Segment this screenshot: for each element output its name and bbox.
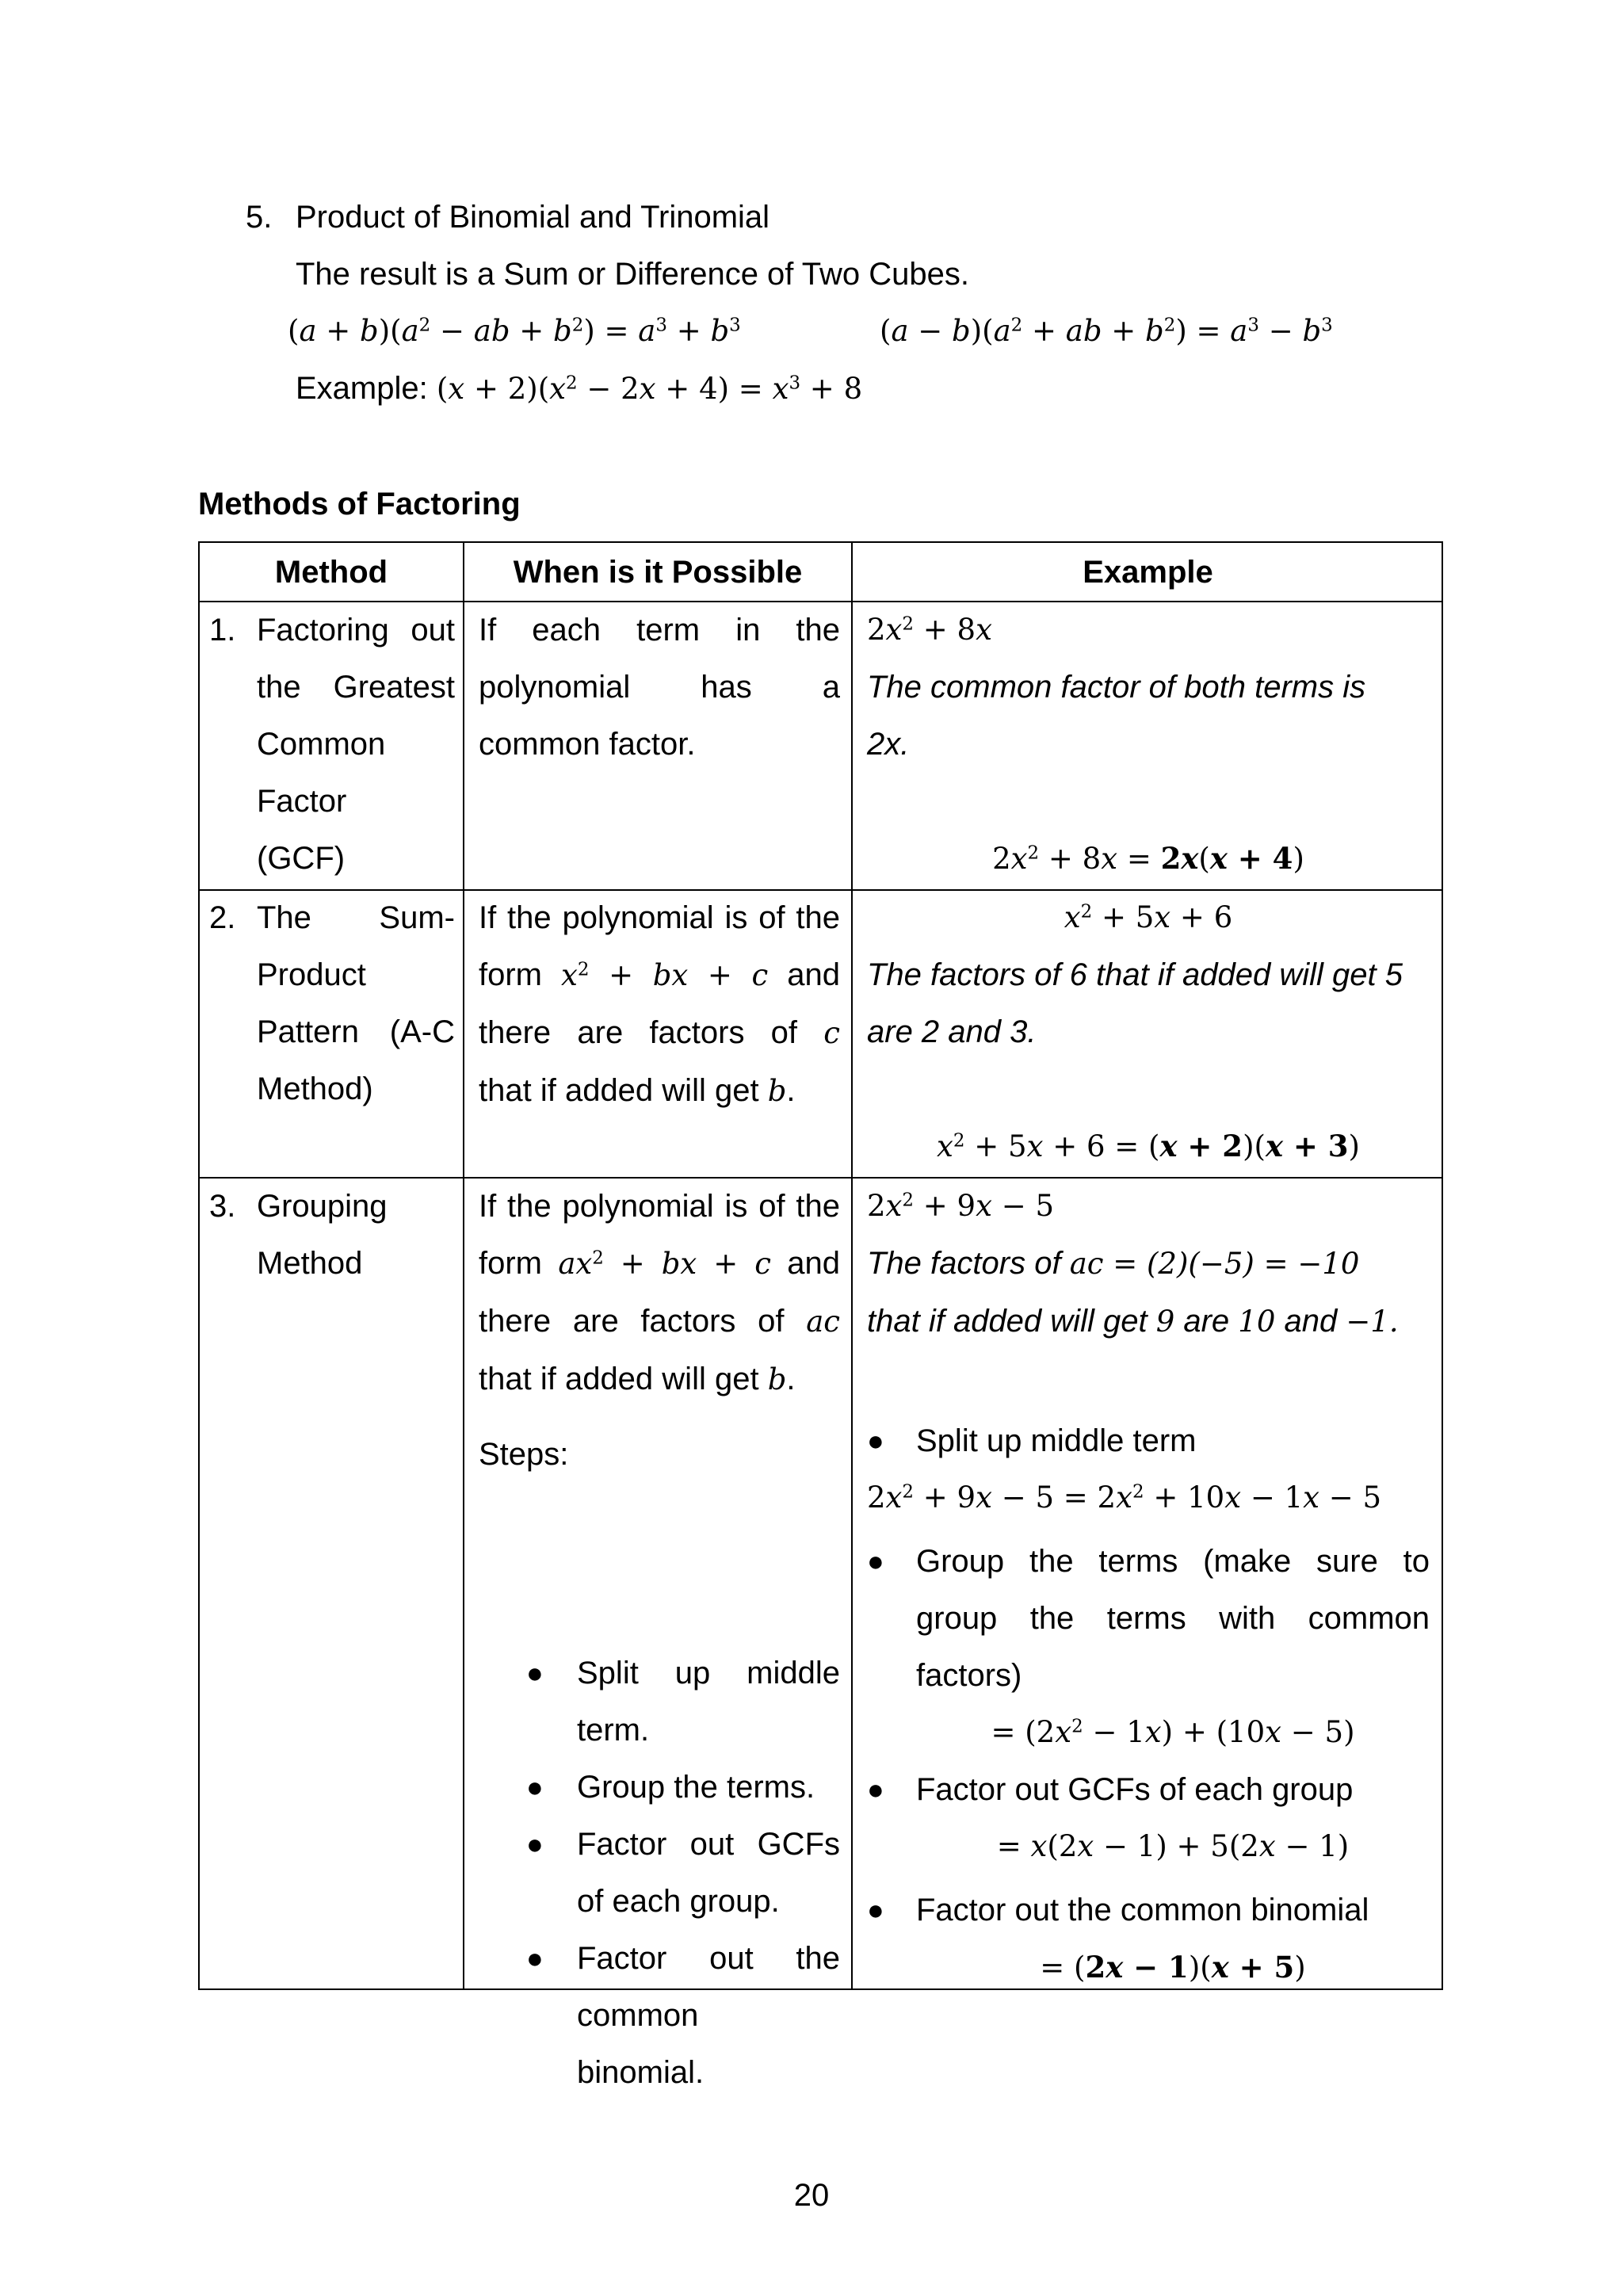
bullet-icon: ● bbox=[526, 1771, 544, 1803]
method-name: Grouping Method bbox=[257, 1189, 388, 1281]
page-number: 20 bbox=[793, 2178, 830, 2213]
step-item: Factor out GCFs bbox=[577, 1827, 840, 1862]
bullet-icon: ● bbox=[526, 1828, 544, 1860]
column-divider bbox=[463, 543, 464, 1988]
list-number: 5. bbox=[246, 200, 273, 235]
bullet-icon: ● bbox=[867, 1893, 884, 1926]
bullet-icon: ● bbox=[867, 1545, 884, 1577]
section-description: The result is a Sum or Difference of Two Cubes. bbox=[296, 257, 970, 292]
example: $x^2 + 5x + 6$ The factors of 6 that if added will get 5 are 2 and 3. $x^2 + 5x + 6 = (x + 2)(x + 3)$ bbox=[867, 900, 1403, 1163]
when-possible: If the polynomial is of the form $x^2$ + bx + c and there are factors of c that if added will get b. bbox=[479, 900, 840, 1108]
row-number: 2. bbox=[209, 900, 236, 935]
header-method: Method bbox=[274, 555, 388, 590]
example-label: Example: bbox=[296, 371, 428, 406]
section-title: Product of Binomial and Trinomial bbox=[296, 200, 770, 235]
methods-heading: Methods of Factoring bbox=[198, 487, 521, 521]
bullet-icon: ● bbox=[526, 1656, 544, 1689]
sum-of-cubes-formula: $(a + b)(a^2$ − ab + $b^2) = a^3 + b^3$ bbox=[288, 314, 741, 348]
step-item: Group the terms. bbox=[577, 1770, 815, 1805]
header-when: When is it Possible bbox=[513, 555, 803, 590]
difference-of-cubes-formula: $(a - b)(a^2$ + ab + $b^2) = a^3 - b^3$ bbox=[880, 314, 1333, 348]
column-divider bbox=[851, 543, 853, 1988]
when-possible: If each term in the polynomial has a common factor. bbox=[479, 613, 840, 762]
step-item: Split up middle bbox=[577, 1656, 840, 1690]
row-number: 1. bbox=[209, 613, 236, 648]
method-name: Factoring out the Greatest Common Factor (GCF) bbox=[257, 613, 455, 876]
bullet-icon: ● bbox=[526, 1942, 544, 1974]
example: $2x^2 + 9x - 5$ The factors of ac = (2)(−5) = −10 that if added will get 9 are 10 and −1. bbox=[867, 1189, 1399, 1339]
bullet-icon: ● bbox=[867, 1424, 884, 1457]
header-example: Example bbox=[1083, 555, 1213, 590]
method-name: The Sum- Product Pattern (A-C Method) bbox=[257, 900, 455, 1106]
when-possible: If the polynomial is of the form $ax^2$ + bx + c and there are factors of ac that if added will get b. Steps: bbox=[479, 1178, 840, 1483]
example-line: Example: $(x + 2)(x^2 - 2x + 4) = x^3 + 8$ bbox=[296, 371, 863, 406]
step-item: Factor out the bbox=[577, 1941, 840, 1976]
steps-label: Steps: bbox=[479, 1437, 569, 1472]
example: $2x^2 + 8x$ The common factor of both terms is 2x. $2x^2 + 8x = 2x(x + 4)$ bbox=[867, 613, 1366, 876]
methods-table: Method When is it Possible Example 1. Factoring out the Greatest Common Factor (GCF) If each term in the polynomial has a common factor. $2x^2 + 8x$ The common factor of both terms is 2x. $2x^2 + 8x = 2x(x + 4)$ 2. The Sum- Product Pattern (A-C Method) If the polynomial is of the form $x^2$ + bx + c and there are factors of c that if added will get b. $x^2 + 5x + 6$ The factors of 6 that if added will get 5 are 2 and 3. $x^2 + 5x + 6 = (x + 2)(x + 3)$ 3. Grouping Method If the polynomial is of the form $ax^2$ + bx + c and there are factors of ac that if added will get b. Steps: ● ● ● ● Split up middle term. Group the terms. Factor out GCFs of each group. Factor out the common binomial. $2x^2 + 9x - 5$ The factors of ac = (2)(−5) = −10 that if added will get 9 are 10 and −1. ● Split up middle term $2x^2 + 9x - 5 = 2x^2 + 10x - 1x - 5$ ● Group the terms (make sure to group the terms with common factors) = $(2x^2 - 1x) + (10x - 5)$ ● Factor out GCFs of each group = x(2x − 1) + 5(2x − 1) ● Factor out the common binomial = (2x − 1)(x + 5) bbox=[198, 541, 1443, 1990]
row-number: 3. bbox=[209, 1189, 236, 1224]
bullet-icon: ● bbox=[867, 1773, 884, 1805]
